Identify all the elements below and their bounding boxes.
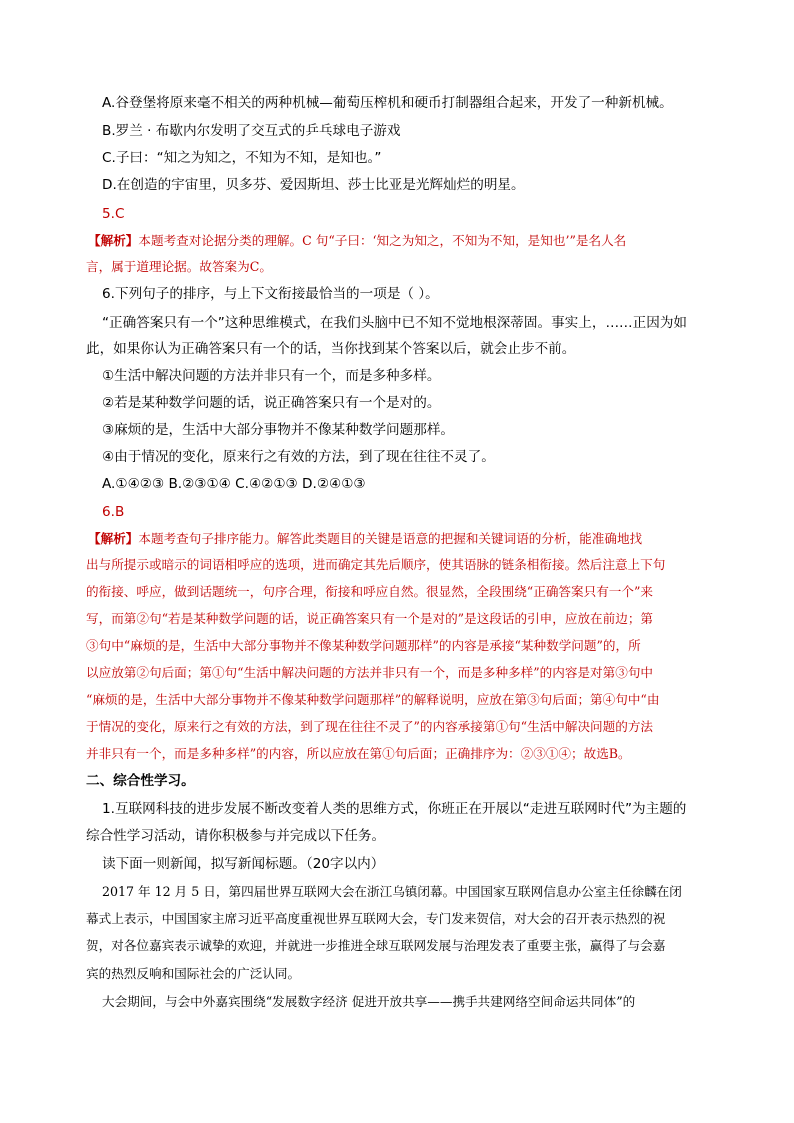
news-line-5: 大会期间，与会中外嘉宾围绕“发展数字经济 促进开放共享——携手共建网络空间命运共同体”的 [102, 994, 636, 1009]
q4-option-d: D.在创造的宇宙里，贝多芬、爱因斯坦、莎士比亚是光辉灿烂的明星。 [102, 177, 525, 193]
q6-sentence-1: ①生活中解决问题的方法并非只有一个，而是多种多样。 [102, 368, 441, 384]
q5-analysis-line-1 [88, 232, 626, 250]
q6-analysis-line-8: 于情况的变化，原来行之有效的方法，到了现在往往不灵了”的内容承接第①句“生活中解决问题的方法 [86, 719, 654, 734]
q4-option-c: C.子曰：“知之为知之，不知为不知，是知也。” [102, 150, 382, 166]
news-line-1: 2017 年 12 月 5 日，第四届世界互联网大会在浙江乌镇闭幕。中国国家互联网信息办公室主任徐麟在闭 [102, 884, 682, 899]
q6-analysis-line-1 [88, 530, 642, 548]
analysis-label: 【解析】 [88, 233, 139, 248]
s2-q1-line-1: 1.互联网科技的进步发展不断改变着人类的思维方式，你班正在开展以“走进互联网时代”为主题的 [102, 801, 687, 817]
news-line-3: 贺，对各位嘉宾表示诚挚的欢迎，并就进一步推进全球互联网发展与治理发表了重要主张，赢得了与会嘉 [86, 938, 666, 953]
q6-stem: 6.下列句子的排序，与上下文衔接最恰当的一项是（ ）。 [102, 286, 439, 302]
q6-passage-line-1: “正确答案只有一个”这种思维模式，在我们头脑中已不知不觉地根深蒂固。事实上，……正因为如 [102, 315, 688, 331]
q6-answer: 6.B [102, 504, 125, 520]
news-line-4: 宾的热烈反响和国际社会的广泛认同。 [86, 966, 301, 981]
s2-q1-line-2: 综合性学习活动，请你积极参与并完成以下任务。 [86, 828, 386, 844]
analysis-label: 【解析】 [88, 531, 139, 546]
q5-analysis-line-2: 言，属于道理论据。故答案为C。 [86, 259, 272, 274]
analysis-text: 本题考查对论据分类的理解。C 句“子曰：‘知之为知之，不知为不知，是知也’”是名人名 [138, 233, 627, 248]
q6-analysis-line-7: “麻烦的是，生活中大部分事物并不像某种数学问题那样”的解释说明，应放在第③句后面；第④句中“由 [86, 692, 660, 707]
s2-instruction: 读下面一则新闻，拟写新闻标题。（20字以内） [102, 856, 385, 872]
q4-option-a: A.谷登堡将原来毫不相关的两种机械—葡萄压榨机和硬币打制器组合起来，开发了一种新机械。 [102, 95, 673, 111]
section-2-heading: 二、综合性学习。 [86, 773, 195, 789]
q6-analysis-line-6: 以应放第②句后面；第①句“生活中解决问题的方法并非只有一个，而是多种多样”的内容是对第③句中 [86, 665, 654, 680]
q6-analysis-line-4: 写，而第②句“若是某种数学问题的话，说正确答案只有一个是对的”是这段话的引申，应放在前边；第 [86, 611, 654, 626]
q6-analysis-line-2: 出与所提示或暗示的词语相呼应的选项，进而确定其先后顺序，使其语脉的链条相衔接。然后注意上下句 [86, 557, 666, 572]
q5-answer: 5.C [102, 206, 125, 222]
news-line-2: 幕式上表示，中国国家主席习近平高度重视世界互联网大会，专门发来贺信，对大会的召开表示热烈的祝 [86, 911, 666, 926]
analysis-text: 本题考查句子排序能力。解答此类题目的关键是语意的把握和关键词语的分析，能准确地找 [138, 531, 643, 546]
q6-options: A.①④②③ B.②③①④ C.④②①③ D.②④①③ [102, 476, 366, 492]
q6-sentence-4: ④由于情况的变化，原来行之有效的方法，到了现在往往不灵了。 [102, 449, 495, 465]
q6-sentence-2: ②若是某种数学问题的话，说正确答案只有一个是对的。 [102, 395, 441, 411]
q6-analysis-line-5: ③句中“麻烦的是，生活中大部分事物并不像某种数学问题那样”的内容是承接“某种数学问题”的，所 [86, 638, 641, 653]
q6-analysis-line-9: 并非只有一个，而是多种多样”的内容，所以应放在第①句后面；正确排序为：②③①④；故选B。 [86, 746, 631, 761]
q6-passage-line-2: 此，如果你认为正确答案只有一个的话，当你找到某个答案以后，就会止步不前。 [86, 341, 576, 357]
q4-option-b: B.罗兰 · 布歇内尔发明了交互式的乒乓球电子游戏 [102, 123, 401, 139]
q6-sentence-3: ③麻烦的是，生活中大部分事物并不像某种数学问题那样。 [102, 422, 455, 438]
q6-analysis-line-3: 的衔接、呼应，做到话题统一，句序合理，衔接和呼应自然。很显然，全段围绕“正确答案只有一个”来 [86, 584, 654, 599]
